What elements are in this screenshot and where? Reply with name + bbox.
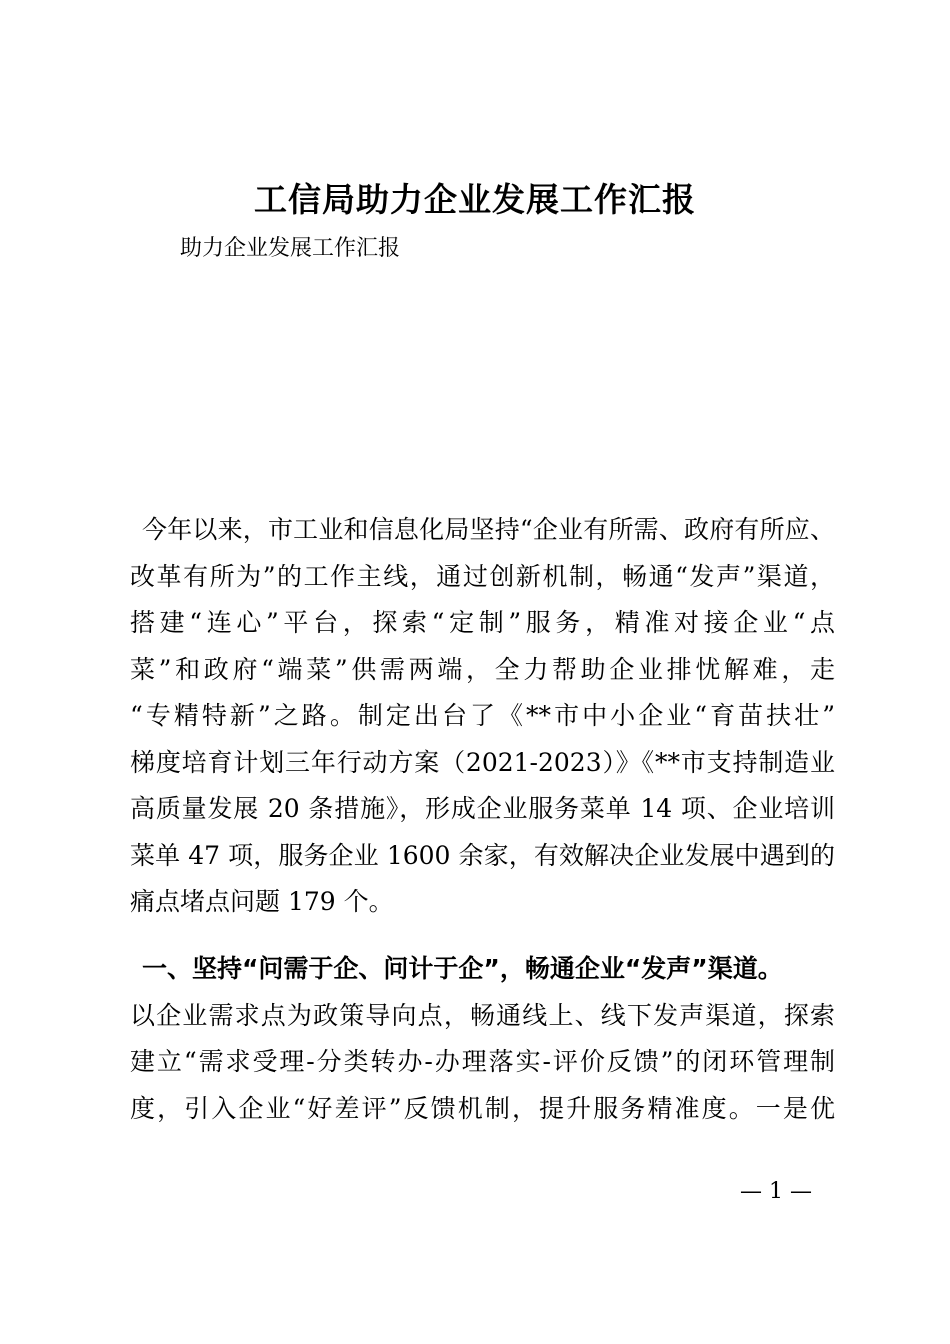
document-subtitle: 助力企业发展工作汇报 [180,236,401,261]
intro-paragraph [130,507,835,926]
section-heading: 一、坚持“问需于企、问计于企”，畅通企业“发声”渠道。 [142,954,783,983]
paragraph-line: 改革有所为”的工作主线，通过创新机制，畅通“发声”渠道， [130,561,835,591]
page-number: — 1 — [740,1179,812,1204]
paragraph-line: 菜单 47 项，服务企业 1600 余家，有效解决企业发展中遇到的 [130,840,835,870]
paragraph-line: 高质量发展 20 条措施》，形成企业服务菜单 14 项、企业培训 [130,794,835,823]
paragraph-line: 梯度培育计划三年行动方案（2021-2023）》《**市支持制造业 [130,747,835,777]
paragraph-line: 建立“需求受理-分类转办-办理落实-评价反馈”的闭环管理制 [130,1047,835,1076]
paragraph-line: 以企业需求点为政策导向点，畅通线上、线下发声渠道，探索 [130,1000,835,1030]
paragraph-line: 菜”和政府“端菜”供需两端，全力帮助企业排忧解难，走 [130,654,835,684]
paragraph-line: “专精特新”之路。制定出台了《**市中小企业“育苗扶壮” [130,701,835,730]
paragraph-line: 度，引入企业“好差评”反馈机制，提升服务精准度。一是优 [130,1093,835,1123]
section-1 [130,946,835,1132]
paragraph-line: 今年以来，市工业和信息化局坚持“企业有所需、政府有所应、 [142,515,835,544]
paragraph-line: 痛点堵点问题 179 个。 [130,887,394,916]
paragraph-line: 搭建“连心”平台，探索“定制”服务，精准对接企业“点 [130,608,835,637]
document-title: 工信局助力企业发展工作汇报 [254,180,696,219]
